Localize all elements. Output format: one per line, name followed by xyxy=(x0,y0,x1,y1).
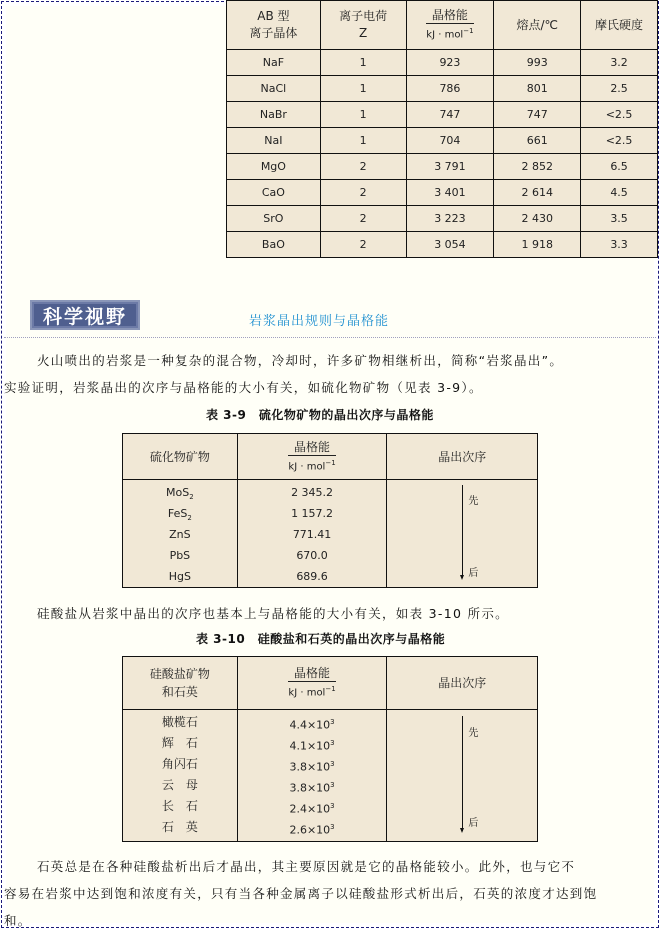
table-row xyxy=(227,128,658,154)
lattice-energy-value: $4.1\times 10^3$ xyxy=(289,739,335,753)
paragraph-1-line-2: 实验证明，岩浆晶出的次序与晶格能的大小有关，如硫化物矿物（见表 3-9）。 xyxy=(4,380,483,395)
lattice-energy-value: $2.4\times 10^3$ xyxy=(289,802,335,816)
cell-melting-point: 1 918 xyxy=(494,232,581,258)
header-lattice-energy: $\frac{\text{晶格能}}{kJ \cdot mol^{-1}}$ xyxy=(237,657,387,710)
cell-crystal: NaCl xyxy=(227,76,321,102)
lattice-energy-value: $4.4\times 10^3$ xyxy=(289,718,335,732)
mineral-name: PbS xyxy=(169,549,191,562)
order-last-label: 后 xyxy=(468,818,479,829)
header-lattice-energy: $\frac{\text{晶格能}}{kJ \cdot mol^{-1}}$ xyxy=(237,434,387,480)
cell-melting-point: 2 614 xyxy=(494,180,581,206)
cell-lattice-energy: 747 xyxy=(406,102,494,128)
table-row xyxy=(227,206,658,232)
lattice-energy-value: 670.0 xyxy=(296,549,328,562)
cell-melting-point: 747 xyxy=(494,102,581,128)
lattice-energy-value: $3.8\times 10^3$ xyxy=(289,781,335,795)
mineral-name: 辉 石 xyxy=(161,736,198,750)
sulfide-mineral-table xyxy=(122,433,538,588)
header-melting-point: 熔点/℃ xyxy=(494,1,581,50)
cell-hardness: 6.5 xyxy=(581,154,658,180)
header-hardness: 摩氏硬度 xyxy=(581,1,658,50)
cell-lattice-energy: 3 401 xyxy=(406,180,494,206)
cell-hardness: 3.3 xyxy=(581,232,658,258)
mineral-name: MoS$_2$ xyxy=(166,486,194,502)
paragraph-1-line-1: 火山喷出的岩浆是一种复杂的混合物，冷却时，许多矿物相继析出，简称“岩浆晶出”。 xyxy=(37,353,564,368)
cell-charge: 1 xyxy=(320,128,406,154)
cell-charge: 2 xyxy=(320,154,406,180)
mineral-name: 云 母 xyxy=(161,778,198,792)
mineral-name: ZnS xyxy=(169,528,191,541)
table-3-9-caption: 表 3-9 硫化物矿物的晶出次序与晶格能 xyxy=(206,408,434,422)
cell-hardness: 3.2 xyxy=(581,50,658,76)
cell-crystal: NaF xyxy=(227,50,321,76)
lattice-energy-value: 2 345.2 xyxy=(291,486,334,499)
lattice-energy-value: 771.41 xyxy=(292,528,332,541)
cell-charge: 1 xyxy=(320,50,406,76)
cell-hardness: 3.5 xyxy=(581,206,658,232)
lattice-energy-value: $2.6\times 10^3$ xyxy=(289,823,335,837)
cell-melting-point: 993 xyxy=(494,50,581,76)
paragraph-3-line-1: 石英总是在各种硅酸盐析出后才晶出，其主要原因就是它的晶格能较小。此外，也与它不 xyxy=(37,859,576,874)
down-arrow-icon xyxy=(462,716,463,831)
table-body-row xyxy=(123,710,538,842)
cell-crystal: NaBr xyxy=(227,102,321,128)
cell-hardness: <2.5 xyxy=(581,128,658,154)
header-lattice-energy: $\frac{\text{晶格能}}{kJ \cdot mol^{-1}}$ xyxy=(406,1,494,50)
paragraph-3-line-2: 容易在岩浆中达到饱和浓度有关，只有当各种金属离子以硅酸盐形式析出后，石英的浓度才达到饱 xyxy=(4,886,598,901)
cell-melting-point: 661 xyxy=(494,128,581,154)
table-row xyxy=(227,76,658,102)
cell-lattice-energy: 3 054 xyxy=(406,232,494,258)
lattice-energy-value: 1 157.2 xyxy=(291,507,334,520)
table-header-row xyxy=(123,657,538,710)
ionic-crystal-table xyxy=(226,0,658,258)
crystallization-order-cell xyxy=(387,710,538,842)
cell-hardness: 4.5 xyxy=(581,180,658,206)
cell-hardness: <2.5 xyxy=(581,102,658,128)
header-order: 晶出次序 xyxy=(387,657,538,710)
mineral-name: 橄榄石 xyxy=(161,715,198,729)
table-row xyxy=(227,50,658,76)
table-row xyxy=(227,232,658,258)
cell-charge: 1 xyxy=(320,76,406,102)
header-crystal: AB 型 离子晶体 xyxy=(227,1,321,50)
cell-charge: 2 xyxy=(320,232,406,258)
table-row xyxy=(227,154,658,180)
cell-charge: 1 xyxy=(320,102,406,128)
crystallization-order-cell xyxy=(387,480,538,588)
cell-lattice-energy: 3 791 xyxy=(406,154,494,180)
table-header-row xyxy=(123,434,538,480)
cell-hardness: 2.5 xyxy=(581,76,658,102)
order-first-label: 先 xyxy=(468,496,479,507)
cell-lattice-energy: 923 xyxy=(406,50,494,76)
header-charge: 离子电荷 Z xyxy=(320,1,406,50)
cell-charge: 2 xyxy=(320,206,406,232)
mineral-name: 长 石 xyxy=(161,799,198,813)
order-first-label: 先 xyxy=(468,728,479,739)
cell-melting-point: 801 xyxy=(494,76,581,102)
mineral-name: HgS xyxy=(168,570,191,583)
lattice-energy-value: $3.8\times 10^3$ xyxy=(289,760,335,774)
lattice-energy-value: 689.6 xyxy=(296,570,328,583)
cell-lattice-energy: 3 223 xyxy=(406,206,494,232)
cell-crystal: NaI xyxy=(227,128,321,154)
table-header-row xyxy=(227,1,658,50)
order-last-label: 后 xyxy=(468,568,479,579)
table-body-row xyxy=(123,480,538,588)
cell-melting-point: 2 430 xyxy=(494,206,581,232)
table-3-10-caption: 表 3-10 硅酸盐和石英的晶出次序与晶格能 xyxy=(196,632,446,646)
mineral-name: FeS$_2$ xyxy=(167,507,192,523)
header-order: 晶出次序 xyxy=(387,434,538,480)
cell-crystal: MgO xyxy=(227,154,321,180)
header-mineral: 硫化物矿物 xyxy=(123,434,238,480)
mineral-name: 角闪石 xyxy=(161,757,198,771)
cell-charge: 2 xyxy=(320,180,406,206)
divider xyxy=(4,337,656,338)
cell-lattice-energy: 786 xyxy=(406,76,494,102)
silicate-mineral-table xyxy=(122,656,538,842)
mineral-name: 石 英 xyxy=(161,820,198,834)
paragraph-2: 硅酸盐从岩浆中晶出的次序也基本上与晶格能的大小有关，如表 3-10 所示。 xyxy=(37,606,509,621)
down-arrow-icon xyxy=(462,485,463,578)
cell-crystal: CaO xyxy=(227,180,321,206)
cell-crystal: SrO xyxy=(227,206,321,232)
header-mineral: 硅酸盐矿物 和石英 xyxy=(123,657,238,710)
table-row xyxy=(227,102,658,128)
cell-lattice-energy: 704 xyxy=(406,128,494,154)
table-row xyxy=(227,180,658,206)
paragraph-3-line-3: 和。 xyxy=(4,913,32,928)
cell-crystal: BaO xyxy=(227,232,321,258)
science-vision-badge: 科学视野 xyxy=(30,300,140,330)
section-title: 岩浆晶出规则与晶格能 xyxy=(249,314,390,329)
cell-melting-point: 2 852 xyxy=(494,154,581,180)
